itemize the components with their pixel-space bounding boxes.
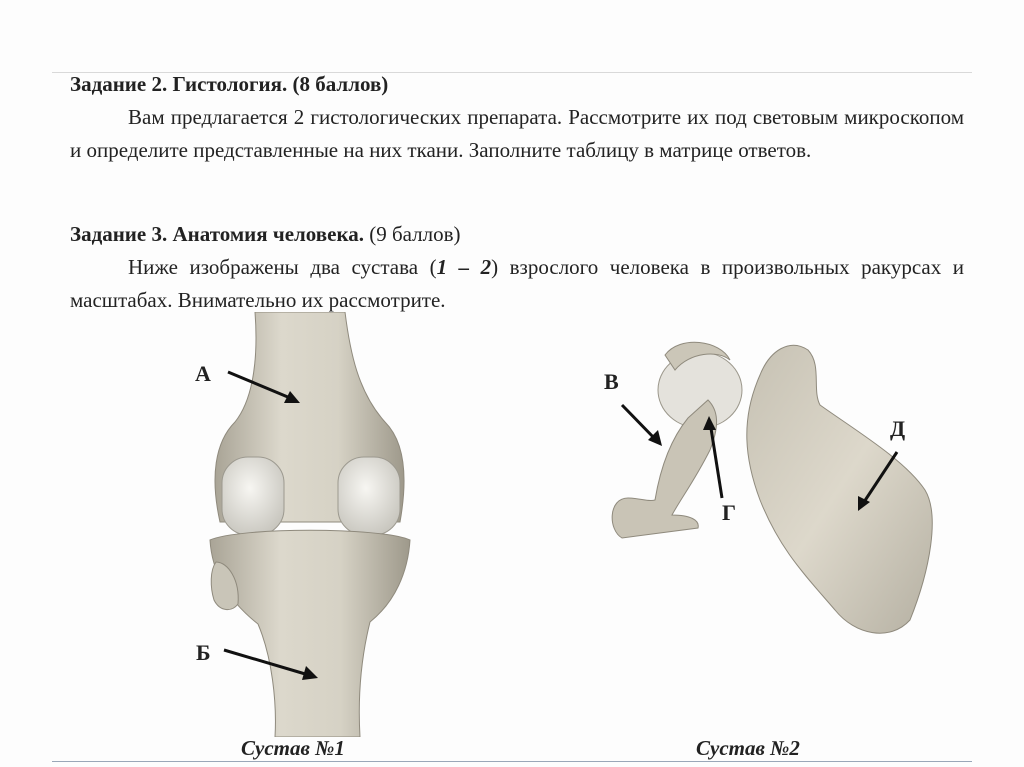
radius-bone (612, 400, 716, 538)
label-d: Д (890, 416, 906, 441)
task-3-body-range: 1 – 2 (436, 255, 492, 279)
task-3-body (70, 251, 964, 317)
label-g: Г (722, 500, 736, 525)
task-3-heading (70, 218, 964, 251)
caption-joint-2: Сустав №2 (696, 736, 800, 760)
task-2-heading: Задание 2. Гистология. (8 баллов) (70, 72, 389, 96)
label-v: В (604, 369, 619, 394)
label-a: А (195, 361, 211, 386)
knee-joint-illustration (180, 312, 440, 737)
arrow-g (710, 422, 722, 498)
task-2-body: Вам предлагается 2 гистологических препарата. Рассмотрите их под световым микроскопом и определите представленные на них ткани. Заполните таблицу в матрице ответов. (70, 105, 964, 162)
task-3-body-end: ) взрослого человека в произвольных ракурсах и масштабах. Внимательно их рассмотрите. (70, 255, 964, 312)
task-3-section (70, 218, 964, 317)
task-3-body-start: Ниже изображены два сустава ( (128, 255, 437, 279)
tibia-bone (210, 530, 410, 737)
medial-condyle-cartilage (222, 457, 284, 535)
ulna-bone (747, 345, 932, 633)
task-2-section (70, 68, 964, 167)
caption-joint-1: Сустав №1 (241, 736, 345, 760)
elbow-joint-illustration (600, 330, 950, 650)
lateral-condyle-cartilage (338, 457, 400, 535)
label-b: Б (196, 640, 211, 665)
bottom-divider (52, 761, 972, 762)
task-3-heading-title: Задание 3. Анатомия человека. (70, 222, 364, 246)
task-3-heading-points: (9 баллов) (369, 222, 461, 246)
